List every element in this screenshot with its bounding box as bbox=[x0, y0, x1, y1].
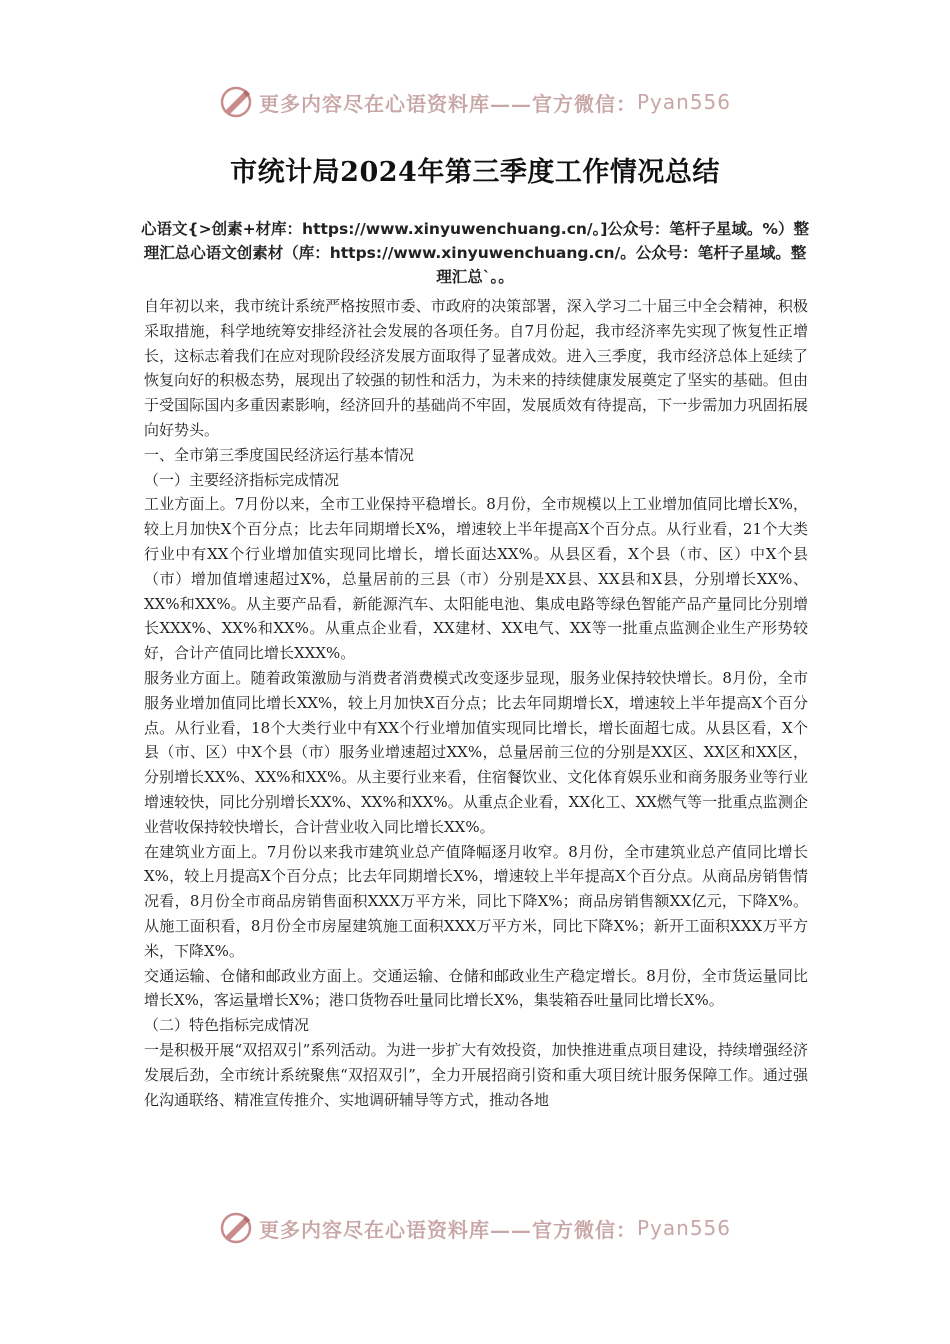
paragraph: 一是积极开展“双招双引”系列活动。为进一步扩大有效投资，加快推进重点项目建设，持续增强经济发展后劲，全市统计系统聚焦“双招双引”，全力开展招商引资和重大项目统计服务保障工作。通过强化沟通联络、精准宣传推介、实地调研辅导等方式，推动各地 bbox=[144, 1040, 808, 1109]
watermark-text: 更多内容尽在心语资料库——官方微信： bbox=[258, 1217, 637, 1242]
pen-logo-icon bbox=[219, 85, 253, 119]
watermark-banner-top bbox=[0, 82, 950, 122]
watermark-banner-bottom bbox=[0, 1208, 950, 1248]
subsection-heading: （一）主要经济指标完成情况 bbox=[144, 470, 340, 489]
document-body bbox=[144, 294, 808, 1112]
section-heading: 一、全市第三季度国民经济运行基本情况 bbox=[144, 445, 415, 464]
paragraph: 工业方面上。7月份以来，全市工业保持平稳增长。8月份，全市规模以上工业增加值同比增长X%，较上月加快X个百分点；比去年同期增长X%，增速较上半年提高X个百分点。从行业看，21个大类行业中有XX个行业增加值实现同比增长，增长面达XX%。从县区看，X个县（市、区）中X个县（市）增加值增速超过X%，总量居前的三县（市）分别是XX县、XX县和X县，分别增长XX%、XX%和XX%。从主要产品看，新能源汽车、太阳能电池、集成电路等绿色智能产品产量同比分别增长XXX%、XX%和XX%。从重点企业看，XX建材、XX电气、XX等一批重点监测企业生产形势较好，合计产值同比增长XXX%。 bbox=[144, 495, 808, 663]
watermark-text: 更多内容尽在心语资料库——官方微信： bbox=[258, 91, 637, 116]
paragraph: 在建筑业方面上。7月份以来我市建筑业总产值降幅逐月收窄。8月份，全市建筑业总产值同比增长X%，较上月提高X个百分点；比去年同期增长X%，增速较上半年提高X个百分点。从商品房销售情况看，8月份全市商品房销售面积XXX万平方米，同比下降X%；商品房销售额XX亿元，下降X%。从施工面积看，8月份全市房屋建筑施工面积XXX万平方米，同比下降X%；新开工面积XXX万平方米，下降X%。 bbox=[144, 842, 808, 960]
pen-logo-icon bbox=[219, 1211, 253, 1245]
watermark-wechat-id: Pyan556 bbox=[636, 90, 731, 114]
paragraph: 自年初以来，我市统计系统严格按照市委、市政府的决策部署，深入学习二十届三中全会精神，积极采取措施，科学地统筹安排经济社会发展的各项任务。自7月份起，我市经济率先实现了恢复性正增长，这标志着我们在应对现阶段经济发展方面取得了显著成效。进入三季度，我市经济总体上延续了恢复向好的积极态势，展现出了较强的韧性和活力，为未来的持续健康发展奠定了坚实的基础。但由于受国际国内多重因素影响，经济回升的基础尚不牢固，发展质效有待提高，下一步需加力巩固拓展向好势头。 bbox=[144, 297, 808, 439]
paragraph: 交通运输、仓储和邮政业方面上。交通运输、仓储和邮政业生产稳定增长。8月份，全市货运量同比增长X%，客运量增长X%；港口货物吞吐量同比增长X%，集装箱吞吐量同比增长X%。 bbox=[144, 966, 808, 1010]
paragraph: 服务业方面上。随着政策激励与消费者消费模式改变逐步显现，服务业保持较快增长。8月份，全市服务业增加值同比增长XX%，较上月加快X百分点；比去年同期增长X，增速较上半年提高X个百分点。从行业看，18个大类行业中有XX个行业增加值实现同比增长，增长面超七成。从县区看，X个县（市、区）中X个县（市）服务业增速超过XX%，总量居前三位的分别是XX区、XX区和XX区，分别增长XX%、XX%和XX%。从主要行业来看，住宿餐饮业、文化体育娱乐业和商务服务业等行业增速较快，同比分别增长XX%、XX%和XX%。从重点企业看，XX化工、XX燃气等一批重点监测企业营收保持较快增长，合计营业收入同比增长XX%。 bbox=[144, 668, 808, 836]
watermark-wechat-id: Pyan556 bbox=[636, 1216, 731, 1240]
document-title: 市统计局2024年第三季度工作情况总结 bbox=[230, 157, 720, 188]
source-note: 心语文{>创素+材库：https://www.xinyuwenchuang.cn/。]公众号：笔杆子星域。%）整理汇总心语文创素材（库：https://www.xinyuwenchuang.cn/。公众号：笔杆子星域。整理汇总`。。 bbox=[141, 220, 809, 286]
subsection-heading: （二）特色指标完成情况 bbox=[144, 1016, 310, 1035]
